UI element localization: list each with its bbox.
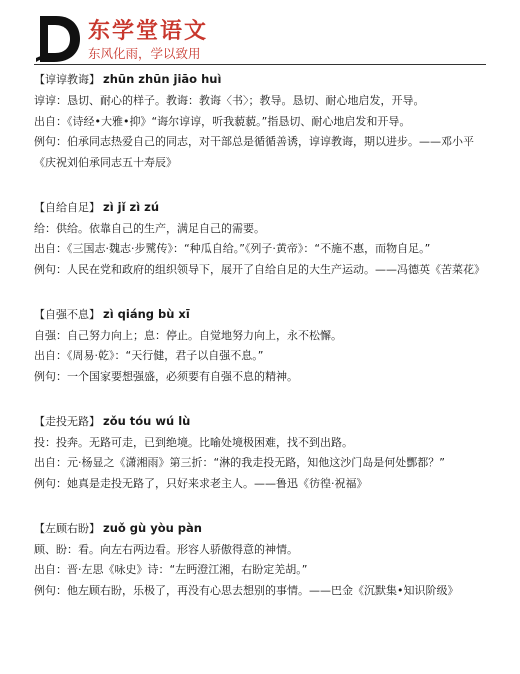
idiom-example: 例句：他左顾右盼，乐极了，再没有心思去想别的事情。——巴金《沉默集•知识阶级》 (34, 583, 459, 597)
idiom-source: 出自：《周易·乾》：“天行健，君子以自强不息。” (34, 349, 264, 362)
idiom-definition: 自强：自己努力向上；息：停止。自觉地努力向上，永不松懈。 (34, 328, 342, 342)
idiom-definition: 顾、盼：看。向左右两边看。形容人骄傲得意的神情。 (34, 542, 298, 556)
idiom-term: 【谆谆教诲】 (34, 73, 100, 86)
idiom-pinyin: zǒu tóu wú lù (103, 413, 191, 428)
idiom-pinyin: zhūn zhūn jiāo huì (103, 72, 222, 86)
idiom-example: 例句：伯承同志热爱自己的同志，对干部总是循循善诱，谆谆教诲，期以进步。——邓小平《庆祝刘伯承同志五十寿辰》 (34, 135, 474, 169)
idiom-source: 出自：《诗经•大雅•抑》“诲尔谆谆，听我藐藐。”指恳切、耐心地启发和开导。 (34, 114, 411, 128)
idiom-title (34, 303, 486, 326)
idiom-example: 例句：人民在党和政府的组织领导下，展开了自给自足的大生产运动。——冯德英《苦菜花》 (34, 262, 485, 276)
idiom-definition: 谆谆：恳切、耐心的样子。教诲：教诲〈书〉；教导。恳切、耐心地启发，开导。 (34, 94, 425, 107)
idiom-term: 【走投无路】 (34, 414, 100, 428)
idiom-entry (34, 196, 486, 281)
idiom-term: 【自给自足】 (34, 200, 100, 214)
idiom-source: 出自：《三国志·魏志·步騭传》：“种瓜自给。”《列子·黄帝》：“不施不惠，而物自足。” (34, 242, 431, 255)
idiom-entry (34, 68, 486, 173)
idiom-title (34, 68, 486, 91)
idiom-entry (34, 517, 486, 602)
idiom-entry (34, 410, 486, 495)
idiom-example: 例句：她真是走投无路了，只好来求老主人。——鲁迅《彷徨·祝福》 (34, 476, 368, 490)
idiom-source: 出自：晋·左思《咏史》诗：“左眄澄江湘，右盼定羌胡。” (34, 563, 308, 576)
idiom-pinyin: zì jǐ zì zú (103, 199, 160, 214)
idiom-title (34, 196, 486, 219)
idiom-definition: 投：投奔。无路可走，已到绝境。比喻处境极困难，找不到出路。 (34, 435, 353, 449)
idiom-pinyin: zì qiáng bù xī (103, 306, 190, 321)
brand-slogan: 东风化雨，学以致用 (88, 46, 201, 61)
logo-d-icon (34, 12, 82, 64)
idiom-example: 例句：一个国家要想强盛，必须要有自强不息的精神。 (34, 369, 298, 383)
idiom-definition: 给：供给。依靠自己的生产，满足自己的需要。 (34, 221, 265, 235)
idiom-term: 【自强不息】 (34, 307, 100, 321)
idiom-list (34, 68, 486, 601)
idiom-source: 出自：元·杨显之《潇湘雨》第三折：“淋的我走投无路，知他这沙门岛是何处酆都？” (34, 456, 445, 469)
idiom-term: 【左顾右盼】 (34, 521, 100, 535)
idiom-title (34, 517, 486, 540)
brand-name: 东学堂语文 (88, 19, 209, 44)
idiom-pinyin: zuǒ gù yòu pàn (103, 520, 202, 535)
idiom-entry (34, 303, 486, 388)
header-divider (34, 64, 486, 65)
idiom-title (34, 410, 486, 433)
header (34, 12, 494, 64)
